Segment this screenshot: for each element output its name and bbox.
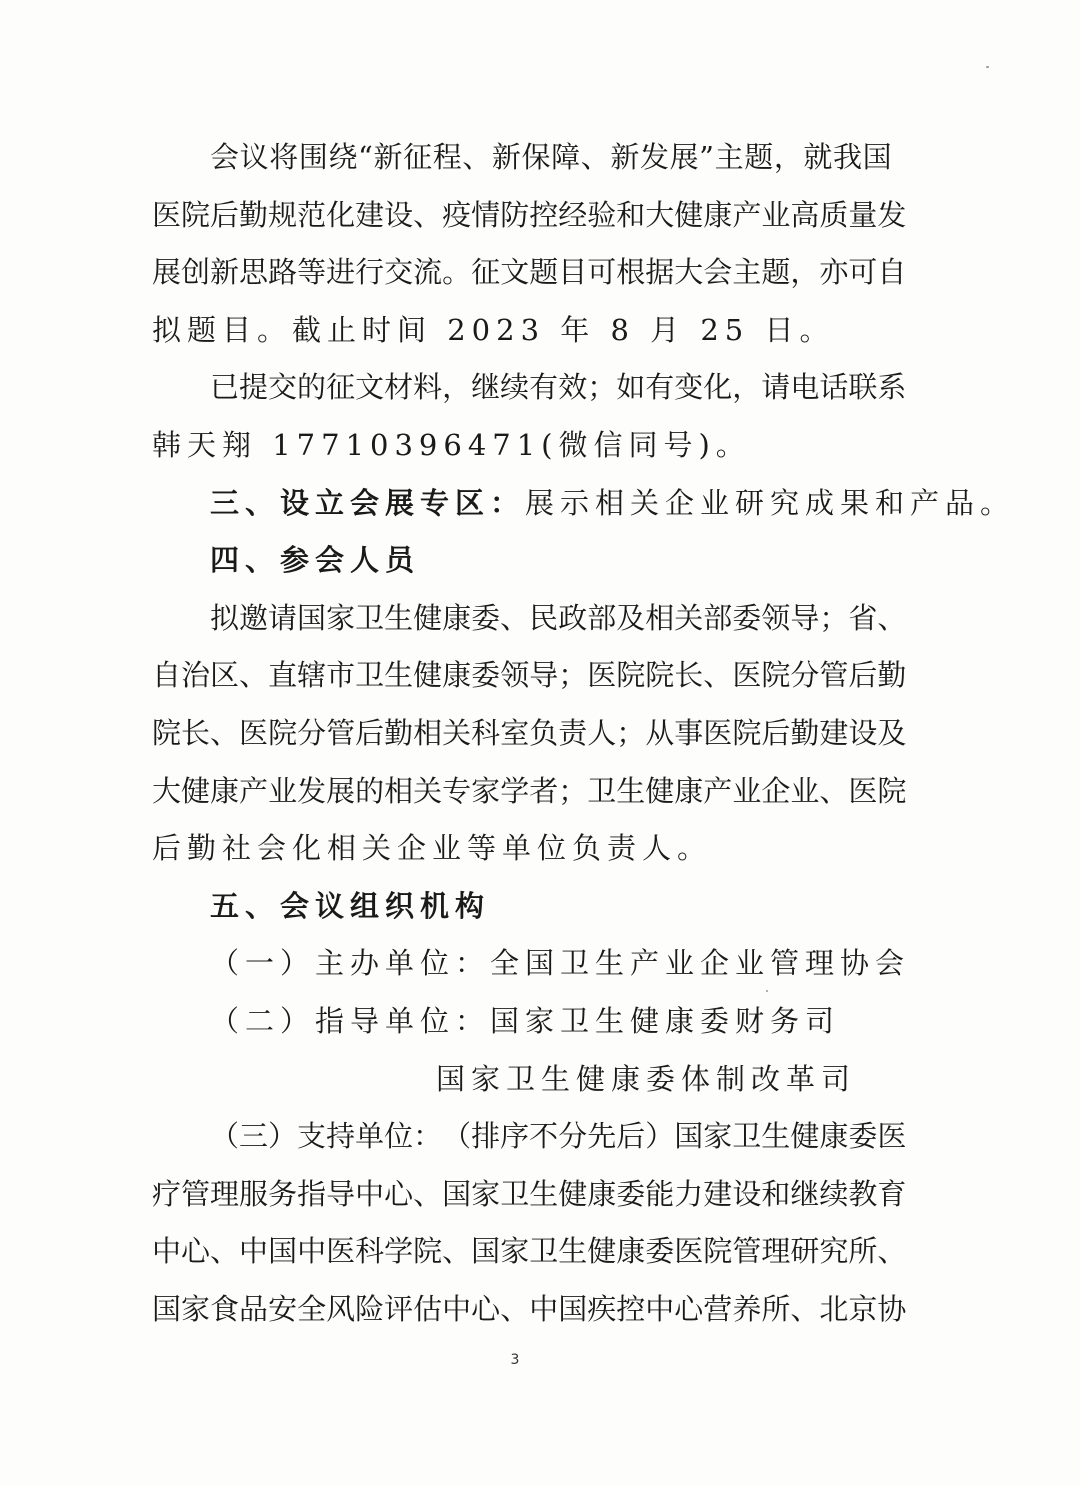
scan-speck [986,66,989,68]
text-line [152,301,892,359]
line-text: 国家卫生健康委体制改革司 [436,1061,857,1096]
text-line [210,474,1016,532]
scan-speck [766,990,768,992]
text-line [210,934,911,992]
page-number: 3 [510,1352,520,1368]
line-text: （一）主办单位：全国卫生产业企业管理协会 [210,946,911,981]
text-line: 展 创 新 思 路 等 进 行 交 流 。 征 文 题 目 可 根 据 大 会 主 题 ， 亦 可 自 [152,255,907,290]
text-line [210,877,892,935]
text-line: 拟 邀 请 国 家 卫 生 健 康 委 、 民 政 部 及 相 关 部 委 领 导 ； 省 、 [210,600,907,635]
section-heading: 四、参会人员 [210,543,421,578]
text-line: 已 提 交 的 征 文 材 料 ， 继 续 有 效 ； 如 有 变 化 ， 请 电 话 联 系 [210,370,907,405]
line-text: 拟题目。截止时间 2023 年 8 月 25 日。 [152,312,835,347]
text-line: 会 议 将 围 绕 “ 新 征 程 、 新 保 障 、 新 发 展 ” 主 题 ， 就 我 国 [210,140,892,174]
text-line: 大 健 康 产 业 发 展 的 相 关 专 家 学 者 ； 卫 生 健 康 产 业 企 业 、 医 院 [152,773,907,808]
text-line [152,819,892,877]
text-line: 中 心 、 中 国 中 医 科 学 院 、 国 家 卫 生 健 康 委 医 院 管 理 研 究 所 、 [152,1234,907,1269]
text-line: 自 治 区 、 直 辖 市 卫 生 健 康 委 领 导 ； 医 院 院 长 、 医 院 分 管 后 勤 [152,658,907,693]
line-text: 展示相关企业研究成果和产品。 [525,485,1016,520]
line-text: （二）指导单位：国家卫生健康委财务司 [210,1004,841,1038]
text-line: 国 家 食 品 安 全 风 险 评 估 中 心 、 中 国 疾 控 中 心 营 养 所 、 北 京 协 [152,1292,907,1326]
text-line [210,531,892,589]
section-heading: 三、设立会展专区： [210,485,526,520]
text-line [436,1050,892,1108]
line-text: 后勤社会化相关企业等单位负责人。 [152,831,713,866]
section-heading: 五、会议组织机构 [210,888,491,923]
text-line: 疗 管 理 服 务 指 导 中 心 、 国 家 卫 生 健 康 委 能 力 建 设 和 继 续 教 育 [152,1176,907,1211]
text-line: 院 长 、 医 院 分 管 后 勤 相 关 科 室 负 责 人 ； 从 事 医 院 后 勤 建 设 及 [152,716,907,750]
text-line: 医 院 后 勤 规 范 化 建 设 、 疫 情 防 控 经 验 和 大 健 康 产 业 高 质 量 发 [152,197,907,232]
line-text: 韩天翔 17710396471(微信同号)。 [152,428,751,462]
text-line: （ 三 ） 支 持 单 位 ： （ 排 序 不 分 先 后 ） 国 家 卫 生 健 康 委 医 [210,1119,907,1154]
text-line [152,416,892,474]
text-line [210,992,892,1050]
